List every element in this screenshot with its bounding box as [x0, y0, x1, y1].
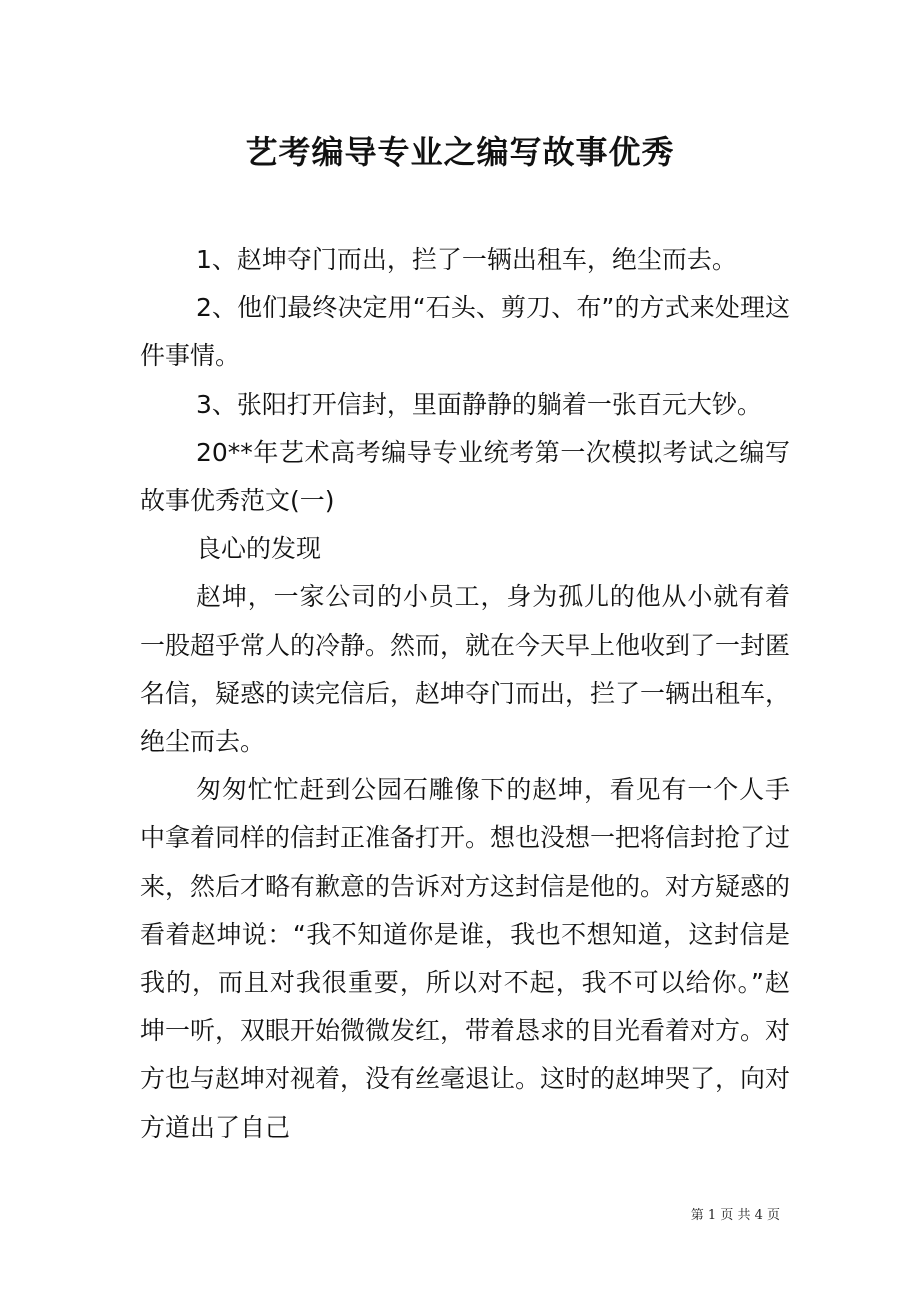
- paragraph-4: 20**年艺术高考编导专业统考第一次模拟考试之编写故事优秀范文(一): [140, 437, 790, 516]
- paragraph-7: 匆匆忙忙赶到公园石雕像下的赵坤，看见有一个人手中拿着同样的信封正准备打开。想也没想一把将信封抢了过来，然后才略有歉意的告诉对方这封信是他的。对方疑惑的看着赵坤说：“我不知道你是谁，我也不想知道，这封信是我的，而且对我很重要，所以对不起，我不可以给你。”赵坤一听，双眼开始微微发红，带着恳求的目光看着对方。对方也与赵坤对视着，没有丝毫退让。这时的赵坤哭了，向对方道出了自己: [140, 775, 791, 1142]
- document-title: 艺考编导专业之编写故事优秀: [245, 133, 675, 171]
- paragraph-3: 3、张阳打开信封，里面静静的躺着一张百元大钞。: [196, 389, 762, 419]
- paragraph-1: 1、赵坤夺门而出，拦了一辆出租车，绝尘而去。: [196, 245, 737, 274]
- paragraph-2: 2、他们最终决定用“石头、剪刀、布”的方式来处理这件事情。: [140, 293, 790, 371]
- document-body: [140, 236, 790, 1152]
- page-footer: 第 1 页 共 4 页: [690, 1208, 780, 1223]
- story-heading: 良心的发现: [196, 534, 322, 564]
- paragraph-6: 赵坤，一家公司的小员工，身为孤儿的他从小就有着一股超乎常人的冷静。然而，就在今天早上他收到了一封匿名信，疑惑的读完信后，赵坤夺门而出，拦了一辆出租车，绝尘而去。: [140, 582, 791, 757]
